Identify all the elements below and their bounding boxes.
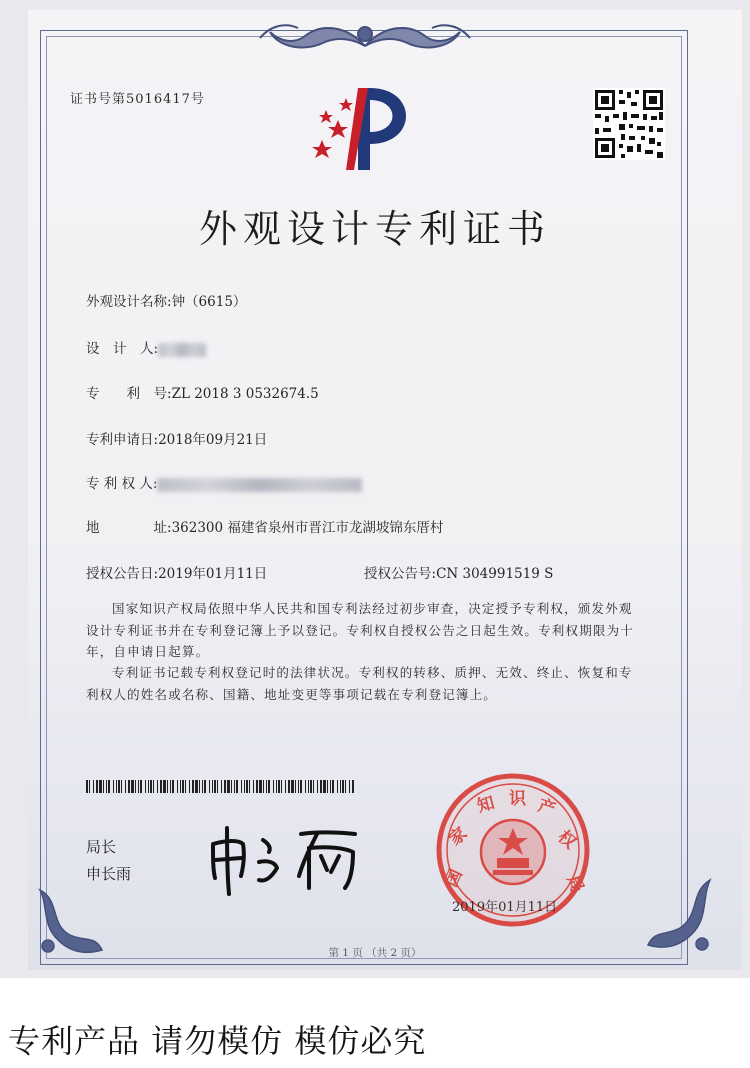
grant-number-label: 授权公告号: bbox=[364, 566, 437, 582]
paragraph-2-line-1: 专利证书记载专利权登记时的法律状况。专利权的转移、质押、无效、终止、恢复和专 bbox=[112, 665, 633, 680]
patentee-label: 专 利 权 人: bbox=[86, 476, 158, 492]
address-row bbox=[86, 516, 443, 536]
grant-date-row bbox=[86, 562, 267, 582]
grant-number-value: CN 304991519 S bbox=[436, 566, 554, 582]
patentee-redacted bbox=[157, 478, 362, 492]
barcode-icon bbox=[86, 780, 356, 793]
top-ornament-icon bbox=[250, 14, 480, 54]
svg-text:家: 家 bbox=[445, 823, 472, 850]
handwritten-signature bbox=[205, 818, 375, 898]
svg-text:产: 产 bbox=[535, 795, 558, 821]
patent-office-logo-icon bbox=[308, 84, 428, 174]
signer-title: 局长 bbox=[86, 838, 117, 856]
paragraph-1-line-3: 年，自申请日起算。 bbox=[86, 644, 210, 659]
patent-number-row bbox=[86, 382, 319, 402]
grant-number-row bbox=[364, 562, 553, 582]
svg-text:权: 权 bbox=[553, 826, 580, 854]
grant-date-label: 授权公告日: bbox=[86, 566, 159, 582]
svg-text:国: 国 bbox=[441, 866, 467, 891]
address-label: 地 址: bbox=[86, 520, 172, 536]
warning-caption: 专利产品 请勿模仿 模仿必究 bbox=[8, 1022, 427, 1060]
patent-number-value: ZL 2018 3 0532674.5 bbox=[171, 386, 319, 402]
patent-number-label: 专 利 号: bbox=[86, 386, 172, 402]
signer-name: 申长雨 bbox=[86, 865, 132, 883]
design-name-value: 钟（6615） bbox=[171, 294, 247, 310]
paragraph-2-line-2: 利权人的姓名或名称、国籍、地址变更等事项记载在专利登记簿上。 bbox=[86, 686, 498, 702]
svg-text:识: 识 bbox=[509, 789, 526, 809]
certificate-number: 证书号第5016417号 bbox=[70, 92, 205, 107]
statement-paragraph-1 bbox=[86, 598, 666, 663]
patentee-row bbox=[86, 472, 362, 492]
paragraph-1-line-1: 国家知识产权局依照中华人民共和国专利法经过初步审查，决定授予专利权，颁发外观 bbox=[112, 601, 633, 616]
filing-date-row bbox=[86, 428, 267, 448]
designer-label: 设 计 人: bbox=[86, 341, 159, 357]
design-name-row bbox=[86, 290, 246, 310]
design-name-label: 外观设计名称: bbox=[86, 294, 172, 310]
grant-date-value: 2019年01月11日 bbox=[158, 566, 268, 582]
address-value: 362300 福建省泉州市晋江市龙湖坡锦东厝村 bbox=[171, 520, 444, 536]
svg-text:知: 知 bbox=[475, 793, 497, 817]
designer-redacted bbox=[158, 343, 206, 357]
designer-row bbox=[86, 337, 206, 357]
qr-code-icon bbox=[593, 88, 665, 160]
svg-text:局: 局 bbox=[562, 872, 588, 896]
statement-paragraph-2 bbox=[86, 662, 666, 705]
filing-date-label: 专利申请日: bbox=[86, 432, 159, 448]
page-number: 第 1 页 （共 2 页） bbox=[328, 947, 422, 959]
paragraph-1-line-2: 设计专利证书并在专利登记簿上予以登记。专利权自授权公告之日起生效。专利权期限为十 bbox=[86, 622, 635, 638]
filing-date-value: 2018年09月21日 bbox=[158, 432, 268, 448]
seal-date: 2019年01月11日 bbox=[452, 900, 558, 915]
certificate-title: 外观设计专利证书 bbox=[198, 207, 551, 251]
